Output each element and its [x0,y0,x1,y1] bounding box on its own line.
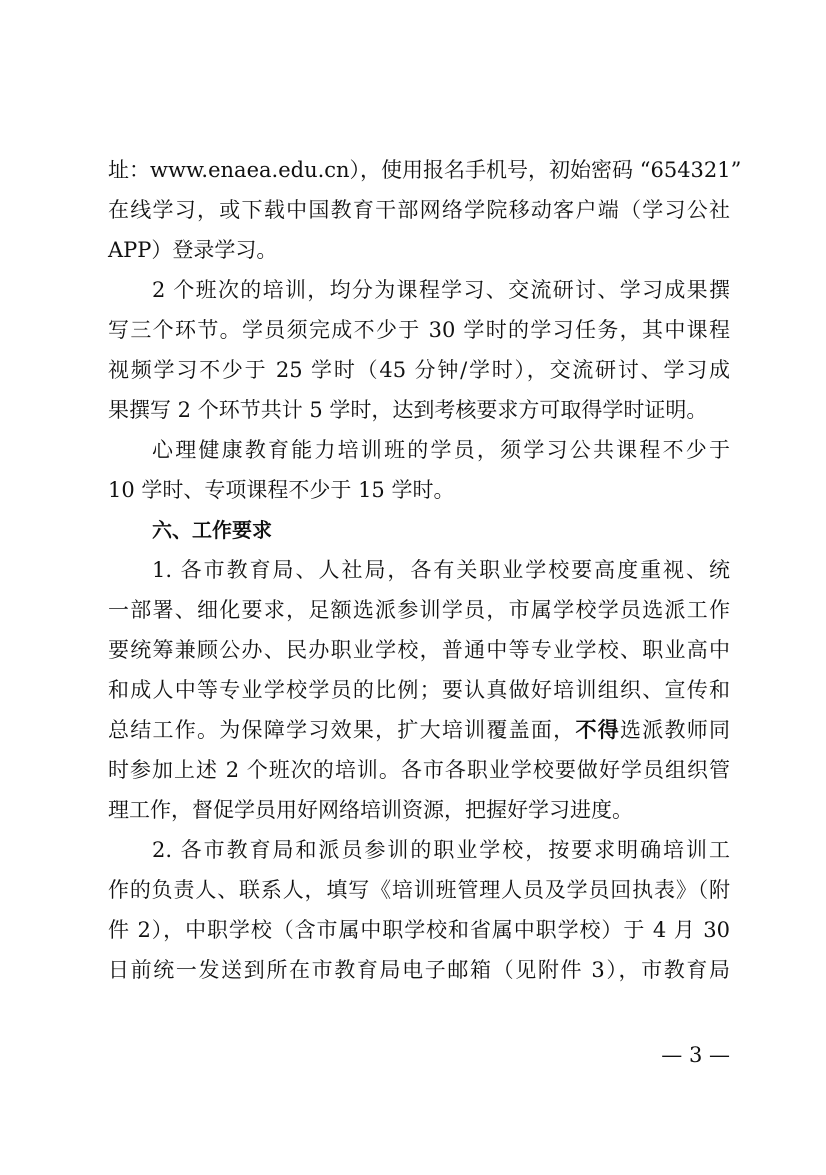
text-line: 心理健康教育能力培训班的学员，须学习公共课程不少于 [152,438,730,462]
text-line: 日前统一发送到所在市教育局电子邮箱（见附件 3），市教育局 [108,958,730,982]
text-line: 理工作，督促学员用好网络培训资源，把握好学习进度。 [108,798,633,822]
text-line: 1. 各市教育局、人社局，各有关职业学校要高度重视、统 [152,558,730,582]
text-line: 时参加上述 2 个班次的培训。各市各职业学校要做好学员组织管 [108,758,730,782]
text-line [108,710,730,750]
text-line: 址：www.enaea.edu.cn），使用报名手机号，初始密码 “654321” [108,158,742,182]
emphasis-text: 不得 [575,717,620,742]
text-line: 和成人中等专业学校学员的比例；要认真做好培训组织、宣传和 [108,678,730,702]
text-line: 一部署、细化要求，足额选派参训学员，市属学校学员选派工作 [108,598,730,622]
text-segment: 选派教师同 [619,718,731,742]
document-body [108,150,742,990]
text-line: 果撰写 2 个环节共计 5 学时，达到考核要求方可取得学时证明。 [108,398,708,422]
text-line: 写三个环节。学员须完成不少于 30 学时的学习任务，其中课程 [108,318,730,342]
text-line: 要统筹兼顾公办、民办职业学校，普通中等专业学校、职业高中 [108,638,730,662]
text-line: 2 个班次的培训，均分为课程学习、交流研讨、学习成果撰 [152,278,730,302]
text-line: 2. 各市教育局和派员参训的职业学校，按要求明确培训工 [152,838,730,862]
text-line: 件 2），中职学校（含市属中职学校和省属中职学校）于 4 月 30 [108,918,730,942]
section-heading: 六、工作要求 [152,518,272,542]
text-segment: 总结工作。为保障学习效果，扩大培训覆盖面， [108,718,576,742]
page-number: — 3 — [661,1043,730,1067]
text-line: 视频学习不少于 25 学时（45 分钟/学时），交流研讨、学习成 [108,358,730,382]
paragraph [108,270,730,430]
paragraph [108,430,730,510]
paragraph [108,150,742,270]
paragraph [108,550,730,830]
paragraph [108,830,730,990]
text-line: 在线学习，或下载中国教育干部网络学院移动客户端（学习公社 [108,198,730,222]
text-line: 作的负责人、联系人，填写《培训班管理人员及学员回执表》（附 [108,878,730,902]
text-line: APP）登录学习。 [108,238,278,262]
text-line: 10 学时、专项课程不少于 15 学时。 [108,478,455,502]
